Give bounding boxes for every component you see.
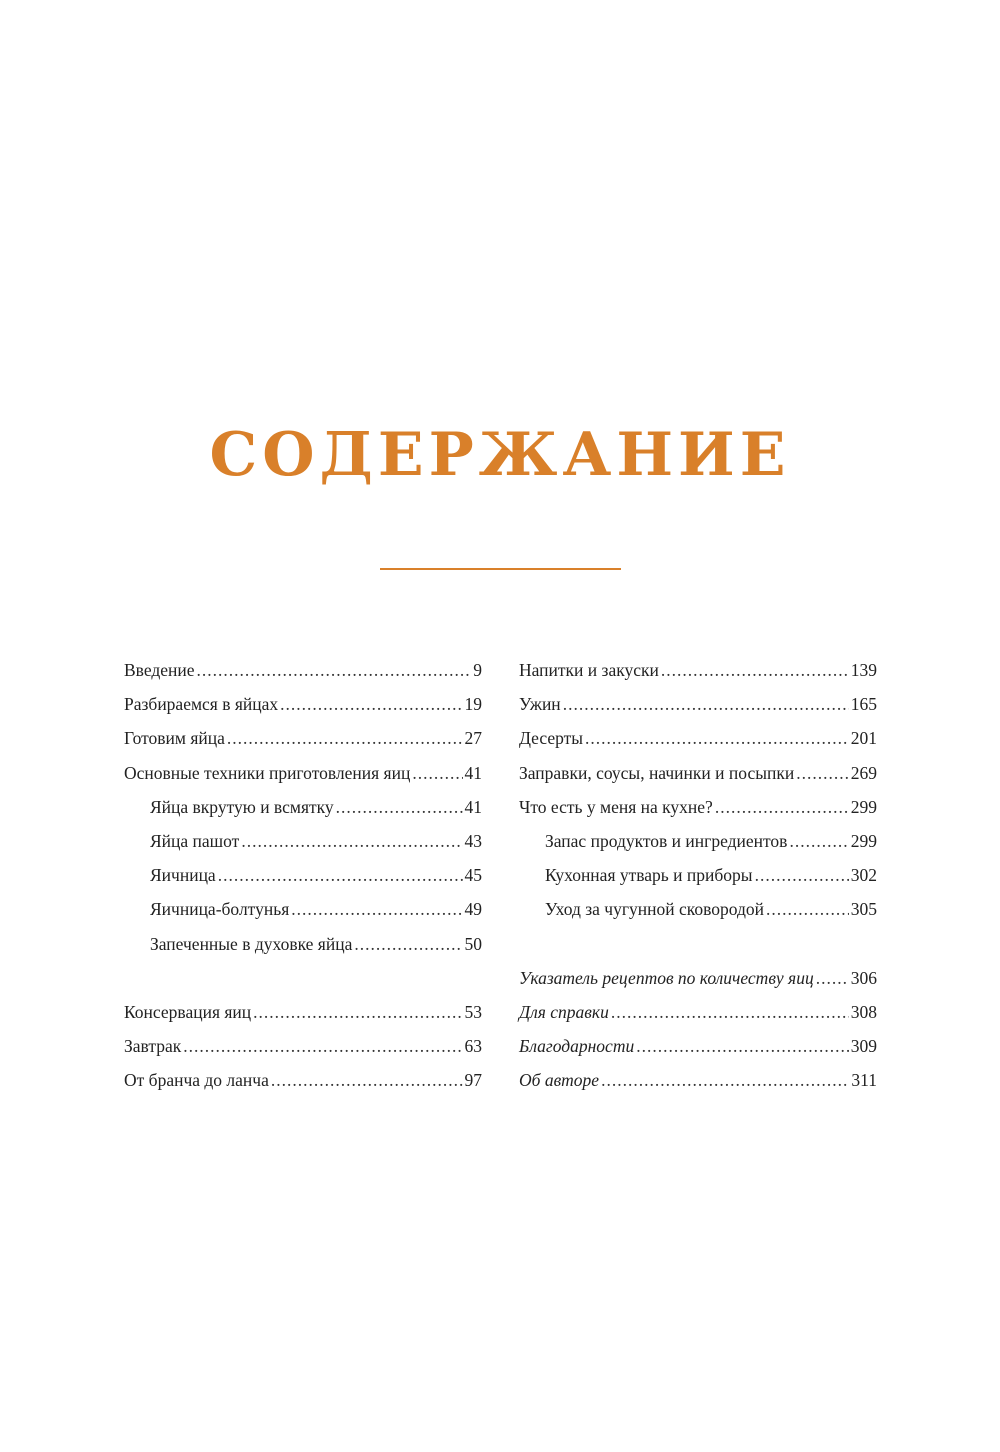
- toc-entry-label: Яйца пашот: [150, 830, 240, 851]
- toc-entry[interactable]: [124, 1029, 482, 1063]
- toc-leader-dots: [563, 687, 849, 721]
- toc-leader-dots: [197, 653, 472, 687]
- toc-leader-dots: [715, 790, 849, 824]
- toc-entry-label: Благодарности: [519, 1036, 635, 1057]
- toc-entry-label: Уход за чугунной сковородой: [545, 899, 765, 920]
- toc-entry-label: Десерты: [519, 728, 584, 749]
- toc-entry[interactable]: [519, 961, 877, 995]
- toc-entry-page: 63: [464, 1036, 482, 1057]
- toc-entry[interactable]: [519, 687, 877, 721]
- toc-entry-page: 201: [850, 728, 877, 749]
- toc-entry-label: Что есть у меня на кухне?: [519, 796, 713, 817]
- toc-entry[interactable]: [124, 756, 482, 790]
- toc-entry-label: Об авторе: [519, 1070, 600, 1091]
- toc-leader-dots: [611, 995, 849, 1029]
- toc-entry-label: Запас продуктов и ингредиентов: [545, 830, 788, 851]
- toc-leader-dots: [755, 858, 849, 892]
- toc-subentry[interactable]: [124, 858, 482, 892]
- toc-subentry[interactable]: [519, 892, 877, 926]
- toc-entry-label: Кухонная утварь и приборы: [545, 865, 753, 886]
- toc-subentry[interactable]: [124, 790, 482, 824]
- toc-leader-dots: [412, 756, 462, 790]
- toc-entry[interactable]: [519, 756, 877, 790]
- toc-entry-label: Яичница: [150, 865, 216, 886]
- toc-entry-page: 305: [850, 899, 877, 920]
- toc-subentry[interactable]: [519, 858, 877, 892]
- toc-spacer: [519, 927, 877, 961]
- toc-entry[interactable]: [519, 721, 877, 755]
- toc-subentry[interactable]: [124, 824, 482, 858]
- toc-leader-dots: [796, 756, 849, 790]
- toc-leader-dots: [291, 892, 462, 926]
- toc-entry-label: Консервация яиц: [124, 1001, 252, 1022]
- toc-leader-dots: [336, 790, 463, 824]
- toc-entry-page: 19: [464, 694, 482, 715]
- toc-leader-dots: [661, 653, 849, 687]
- toc-subentry[interactable]: [519, 824, 877, 858]
- toc-entry-page: 299: [850, 796, 877, 817]
- toc-entry[interactable]: [124, 687, 482, 721]
- toc-entry-label: Яйца вкрутую и всмятку: [150, 796, 334, 817]
- toc-leader-dots: [183, 1029, 462, 1063]
- toc-leader-dots: [271, 1063, 463, 1097]
- toc-entry-page: 41: [464, 762, 482, 783]
- toc-entry[interactable]: [124, 721, 482, 755]
- toc-leader-dots: [601, 1063, 849, 1097]
- toc-entry-label: Яичница-болтунья: [150, 899, 290, 920]
- toc-entry-page: 311: [851, 1070, 877, 1091]
- title-divider: [380, 568, 621, 570]
- toc-leader-dots: [636, 1029, 849, 1063]
- toc-entry-page: 269: [850, 762, 877, 783]
- toc-entry-label: Завтрак: [124, 1036, 182, 1057]
- toc-entry[interactable]: [519, 995, 877, 1029]
- toc-entry-page: 302: [850, 865, 877, 886]
- toc-leader-dots: [227, 721, 463, 755]
- toc-subentry[interactable]: [124, 892, 482, 926]
- toc-leader-dots: [253, 995, 462, 1029]
- toc-entry-page: 43: [464, 830, 482, 851]
- toc-entry[interactable]: [124, 1063, 482, 1097]
- toc-entry[interactable]: [519, 790, 877, 824]
- toc-entry-label: Основные техники приготовления яиц: [124, 762, 411, 783]
- toc-entry-label: Напитки и закуски: [519, 660, 659, 680]
- toc-entry-page: 306: [850, 967, 877, 988]
- toc-entry-label: Заправки, соусы, начинки и посыпки: [519, 762, 795, 783]
- toc-entry-page: 41: [464, 796, 482, 817]
- toc-entry[interactable]: [519, 653, 877, 687]
- toc-leader-dots: [280, 687, 462, 721]
- toc-entry[interactable]: [124, 995, 482, 1029]
- toc-entry-page: 299: [850, 830, 877, 851]
- toc-leader-dots: [585, 721, 849, 755]
- toc-entry-page: 309: [850, 1036, 877, 1057]
- toc-entry-label: Для справки: [519, 1001, 609, 1022]
- page-title: СОДЕРЖАНИЕ: [209, 420, 791, 490]
- toc-leader-dots: [816, 961, 849, 995]
- toc-entry-page: 9: [473, 660, 482, 680]
- toc-entry-page: 53: [464, 1001, 482, 1022]
- toc-leader-dots: [354, 927, 462, 961]
- toc-entry-label: Готовим яйца: [124, 728, 225, 749]
- toc-subentry[interactable]: [124, 927, 482, 961]
- toc-entry-label: Запеченные в духовке яйца: [150, 933, 353, 954]
- toc-right-column: [519, 653, 877, 1097]
- toc-entry-label: Ужин: [519, 694, 561, 715]
- toc-entry[interactable]: [124, 653, 482, 687]
- toc-entry[interactable]: [519, 1029, 877, 1063]
- toc-leader-dots: [789, 824, 848, 858]
- toc-entry-label: Введение: [124, 660, 195, 680]
- toc-entry-page: 308: [850, 1001, 877, 1022]
- toc-entry-label: Указатель рецептов по количеству яиц: [519, 967, 814, 988]
- toc-entry-label: От бранча до ланча: [124, 1070, 269, 1091]
- toc-left-column: [124, 653, 482, 1097]
- toc-entry[interactable]: [519, 1063, 877, 1097]
- toc-entry-page: 165: [850, 694, 877, 715]
- toc-leader-dots: [241, 824, 462, 858]
- toc-entry-page: 27: [464, 728, 482, 749]
- toc-entry-page: 97: [464, 1070, 482, 1091]
- toc-entry-page: 139: [850, 660, 877, 680]
- toc-entry-page: 50: [464, 933, 482, 954]
- toc-entry-page: 45: [464, 865, 482, 886]
- toc-spacer: [124, 961, 482, 995]
- toc-entry-page: 49: [464, 899, 482, 920]
- toc-entry-label: Разбираемся в яйцах: [124, 694, 279, 715]
- toc-leader-dots: [766, 892, 849, 926]
- toc-leader-dots: [218, 858, 463, 892]
